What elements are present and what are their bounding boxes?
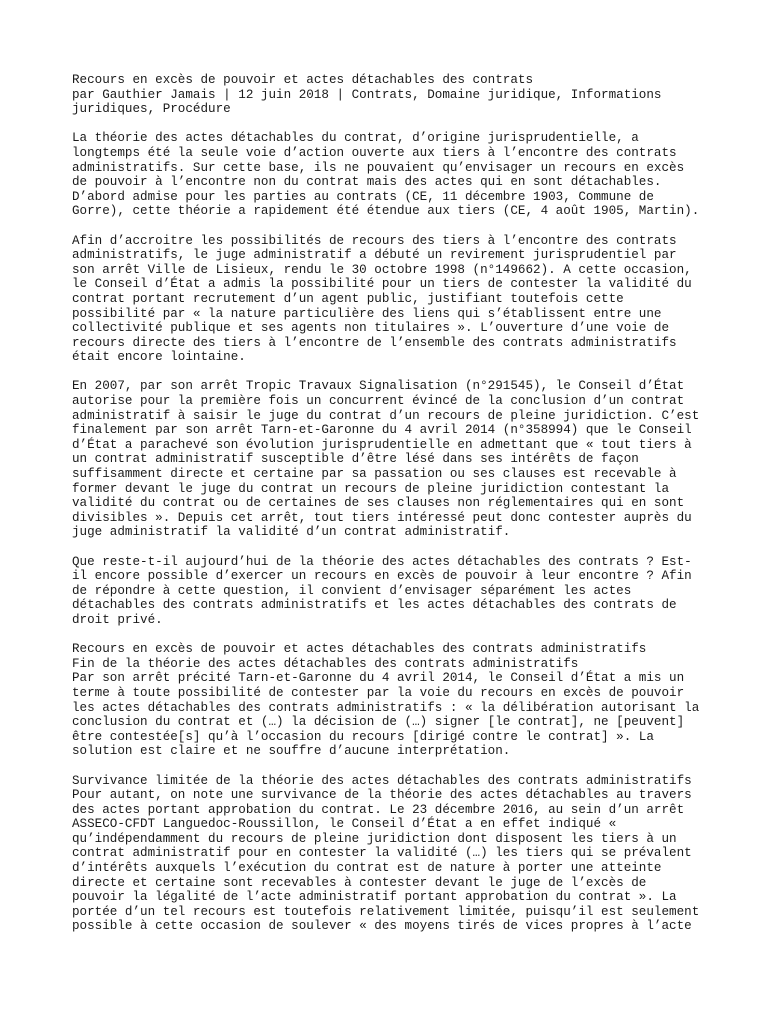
- paragraph-line: ASSECO-CFDT Languedoc-Roussillon, le Conseil d’État a en effet indiqué «: [72, 817, 617, 832]
- article-byline-line-1: par Gauthier Jamais | 12 juin 2018 | Contrats, Domaine juridique, Informations: [72, 87, 662, 102]
- paragraph-line: recours directe des tiers à l’encontre de l’ensemble des contrats administratifs: [72, 335, 677, 350]
- paragraph-line: former devant le juge du contrat un recours de pleine juridiction contestant la: [72, 481, 670, 496]
- paragraph-line: pouvoir la légalité de l’acte administratif portant approbation du contrat ». La: [72, 890, 677, 905]
- paragraph-line: solution est claire et ne souffre d’aucune interprétation.: [72, 744, 511, 759]
- paragraph-line: Que reste-t-il aujourd’hui de la théorie des actes détachables des contrats ? Est-: [72, 554, 692, 569]
- paragraph-line: suffisamment directe et certaine par sa passation ou ses clauses est recevable à: [72, 467, 677, 482]
- paragraph-line: le Conseil d’État a admis la possibilité pour un tiers de contester la validité du: [72, 277, 692, 292]
- paragraph-line: La théorie des actes détachables du contrat, d’origine jurisprudentielle, a: [72, 131, 639, 146]
- article: [72, 73, 702, 934]
- paragraph-line: terme à toute possibilité de contester par la voie du recours en excès de pouvoir: [72, 685, 685, 700]
- paragraph-line: les actes détachables des contrats administratifs : « la délibération autorisant la: [72, 700, 700, 715]
- paragraph-line: qu’indépendamment du recours de pleine juridiction dont disposent les tiers à un: [72, 831, 677, 846]
- paragraph-line: Pour autant, on note une survivance de la théorie des actes détachables au travers: [72, 788, 692, 803]
- paragraph-line: longtemps été la seule voie d’action ouverte aux tiers à l’encontre des contrats: [72, 145, 677, 160]
- paragraph-line: divisibles ». Depuis cet arrêt, tout tiers intéressé peut donc contester auprès du: [72, 510, 692, 525]
- paragraph-line: possibilité par « la nature particulière des liens qui s’établissent entre une: [72, 306, 662, 321]
- paragraph-line: En 2007, par son arrêt Tropic Travaux Signalisation (n°291545), le Conseil d’État: [72, 379, 685, 394]
- section-survivance: [72, 774, 702, 935]
- paragraph-line: de répondre à cette question, il convient d’envisager séparément les actes: [72, 583, 632, 598]
- paragraph-line: juge administratif la validité d’un contrat administratif.: [72, 525, 511, 540]
- paragraph-lisieux: [72, 234, 702, 365]
- section-contrats-administratifs: [72, 642, 702, 759]
- subsection-heading: Survivance limitée de la théorie des actes détachables des contrats administratifs: [72, 773, 692, 788]
- paragraph-line: administratifs, le juge administratif a débuté un revirement jurisprudentiel par: [72, 248, 677, 263]
- paragraph-line: Gorre), cette théorie a rapidement été étendue aux tiers (CE, 4 août 1905, Martin).: [72, 204, 700, 219]
- paragraph-line: autorise pour la première fois un concurrent évincé de la conclusion d’un contrat: [72, 394, 685, 409]
- article-header: [72, 73, 702, 117]
- article-byline-line-2: juridiques, Procédure: [72, 102, 231, 117]
- paragraph-line: Afin d’accroitre les possibilités de recours des tiers à l’encontre des contrats: [72, 233, 677, 248]
- paragraph-line: directe et certaine sont recevables à contester devant le juge de l’excès de: [72, 875, 647, 890]
- paragraph-line: contrat administratif pour en contester la validité (…) les tiers qui se prévalent: [72, 846, 692, 861]
- paragraph-intro: [72, 131, 702, 219]
- paragraph-line: contrat portant recrutement d’un agent public, justifiant toutefois cette: [72, 291, 624, 306]
- article-title: Recours en excès de pouvoir et actes détachables des contrats: [72, 73, 534, 87]
- paragraph-question: [72, 555, 702, 628]
- paragraph-line: administratif à saisir le juge du contrat d’un recours de pleine juridiction. C’est: [72, 408, 700, 423]
- paragraph-line: administratifs. Sur cette base, ils ne pouvaient qu’envisager un recours en excès: [72, 160, 685, 175]
- paragraph-line: être contestée[s] qu’à l’occasion du recours [dirigé contre le contrat] ». La: [72, 729, 654, 744]
- section-heading: Recours en excès de pouvoir et actes détachables des contrats administratifs: [72, 642, 647, 657]
- paragraph-line: son arrêt Ville de Lisieux, rendu le 30 octobre 1998 (n°149662). A cette occasion,: [72, 262, 692, 277]
- paragraph-line: il encore possible d’exercer un recours en excès de pouvoir à leur encontre ? Afin: [72, 569, 692, 584]
- paragraph-line: était encore lointaine.: [72, 350, 246, 365]
- paragraph-line: possible à cette occasion de soulever « des moyens tirés de vices propres à l’acte: [72, 919, 692, 934]
- paragraph-tropic: [72, 379, 702, 540]
- paragraph-line: validité du contrat ou de certaines de ses clauses non réglementaires qui en sont: [72, 496, 685, 511]
- paragraph-line: détachables des contrats administratifs et les actes détachables des contrats de: [72, 598, 677, 613]
- paragraph-line: portée d’un tel recours est toutefois relativement limitée, puisqu’il est seulement: [72, 904, 700, 919]
- paragraph-line: un contrat administratif susceptible d’être lésé dans ses intérêts de façon: [72, 452, 639, 467]
- paragraph-line: collectivité publique et ses agents non titulaires ». L’ouverture d’une voie de: [72, 321, 670, 336]
- paragraph-line: D’abord admise pour les parties au contrats (CE, 11 décembre 1903, Commune de: [72, 189, 654, 204]
- paragraph-line: d’intérêts auxquels l’exécution du contrat est de nature à porter une atteinte: [72, 861, 662, 876]
- paragraph-line: de pouvoir à l’encontre non du contrat mais des actes qui en sont détachables.: [72, 175, 662, 190]
- paragraph-line: droit privé.: [72, 612, 163, 627]
- paragraph-line: d’État a parachevé son évolution jurisprudentielle en admettant que « tout tiers à: [72, 437, 692, 452]
- paragraph-line: des actes portant approbation du contrat. Le 23 décembre 2016, au sein d’un arrêt: [72, 802, 685, 817]
- subsection-heading: Fin de la théorie des actes détachables des contrats administratifs: [72, 656, 579, 671]
- paragraph-line: finalement par son arrêt Tarn-et-Garonne du 4 avril 2014 (n°358994) que le Conseil: [72, 423, 692, 438]
- paragraph-line: conclusion du contrat et (…) la décision de (…) signer [le contrat], ne [peuvent]: [72, 715, 685, 730]
- paragraph-line: Par son arrêt précité Tarn-et-Garonne du 4 avril 2014, le Conseil d’État a mis un: [72, 671, 685, 686]
